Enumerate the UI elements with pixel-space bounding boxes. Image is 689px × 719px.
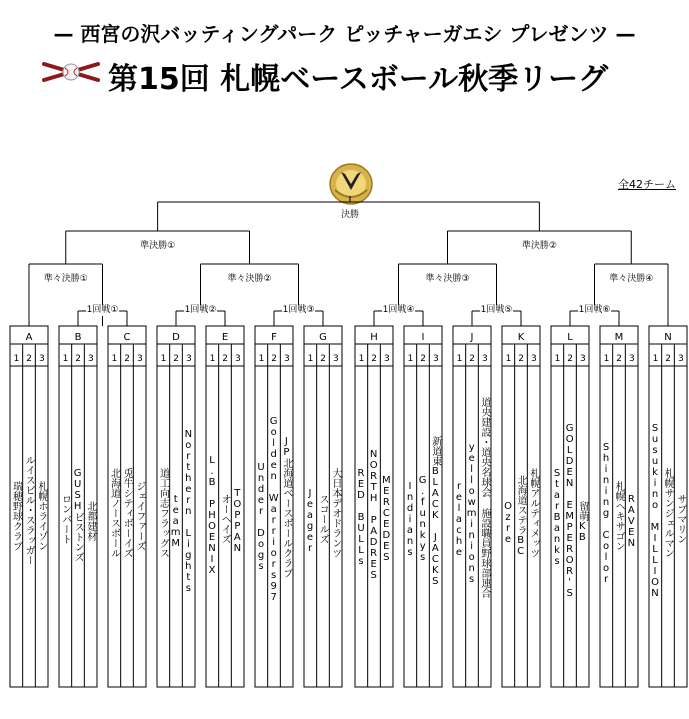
block-letter-C: C — [123, 332, 131, 343]
slot-number: 2 — [518, 354, 525, 364]
slot-number: 2 — [26, 354, 33, 364]
slot-number: 1 — [258, 354, 265, 364]
team-name: TOPPAN — [231, 487, 243, 554]
slot-number: 3 — [432, 354, 439, 364]
slot-number: 2 — [616, 354, 623, 364]
slot-number: 1 — [456, 354, 463, 364]
team-name: 札幌アルティメッツ — [527, 468, 539, 558]
slot-number: 1 — [652, 354, 659, 364]
team-name: スコールズ — [317, 494, 329, 544]
team-name: Susukino MILLION — [649, 422, 661, 599]
slot-number: 3 — [136, 354, 143, 364]
quarter-label-1: 準々決勝① — [43, 274, 88, 284]
slot-number: 3 — [677, 354, 684, 364]
team-name: JP北海道ベースボールクラブ — [280, 435, 292, 578]
round1-label-5: 1回戦⑤ — [480, 305, 513, 315]
block-letter-F: F — [271, 332, 277, 343]
team-name: ロンバート — [59, 494, 71, 544]
team-name: Golden Warriors97 — [268, 416, 280, 603]
team-name: 大日本デオドランツ — [329, 468, 341, 558]
team-count-link[interactable]: 全42チーム — [618, 178, 676, 191]
team-name: 北海道ステラBC — [515, 474, 527, 557]
team-name: 北都建材 — [84, 500, 96, 541]
round1-label-4: 1回戦④ — [382, 305, 415, 315]
block-letter-E: E — [221, 332, 229, 343]
team-name: 北海道ノースボール — [108, 468, 120, 558]
block-letter-L: L — [567, 332, 573, 343]
slot-number: 1 — [62, 354, 69, 364]
team-name: 新道東BLACK JACKS — [429, 435, 441, 587]
slot-number: 2 — [320, 354, 327, 364]
block-letter-J: J — [470, 332, 474, 343]
slot-number: 1 — [358, 354, 365, 364]
team-name: オーヘイズ — [219, 494, 231, 544]
team-name: 瑞穂野球クラブ — [10, 481, 22, 551]
semi-label-2: 準決勝② — [521, 241, 557, 251]
team-name: 道央建設・道央名球会 施設職員野球部連合 — [478, 396, 490, 598]
slot-number: 1 — [505, 354, 512, 364]
team-name: 札幌ホライゾン — [35, 481, 47, 551]
team-name: サブマリン — [674, 494, 686, 544]
slot-number: 3 — [628, 354, 635, 364]
team-name: ルイスビル・スラッガー — [23, 455, 35, 565]
team-name: MERCEDES — [380, 474, 392, 563]
round1-label-1: 1回戦① — [86, 305, 119, 315]
slot-number: 2 — [271, 354, 278, 364]
slot-number: 2 — [124, 354, 131, 364]
team-name: Shining Color — [600, 442, 612, 585]
slot-number: 1 — [307, 354, 314, 364]
slot-number: 2 — [420, 354, 427, 364]
slot-number: 2 — [567, 354, 574, 364]
team-name: GUSHビストンズ — [72, 468, 84, 562]
slot-number: 1 — [407, 354, 414, 364]
slot-number: 3 — [283, 354, 290, 364]
round1-label-2: 1回戦② — [184, 305, 217, 315]
team-name: RAVEN — [625, 494, 637, 549]
slot-number: 3 — [234, 354, 241, 364]
team-name: 札幌サンジェルマン — [662, 468, 674, 558]
slot-number: 1 — [160, 354, 167, 364]
slot-number: 2 — [371, 354, 378, 364]
slot-number: 1 — [111, 354, 118, 364]
slot-number: 1 — [209, 354, 216, 364]
block-letter-I: I — [421, 332, 425, 343]
team-name: 留萌KB — [576, 500, 588, 543]
team-name: relache — [453, 481, 465, 558]
team-name: Indians — [404, 481, 416, 558]
block-letter-G: G — [319, 332, 327, 343]
team-name: Northern Lights — [182, 429, 194, 594]
team-name: Under Dogs — [255, 461, 267, 572]
header-subtitle: — 西宮の沢バッティングパーク ピッチャーガエシ プレゼンツ — — [53, 22, 636, 46]
team-name: G.funkys — [417, 474, 429, 563]
team-name: yellowminions — [466, 442, 478, 585]
team-name: 道工向志フラッグス — [157, 468, 169, 558]
team-name: GOLDEN EMPEROR'S — [564, 422, 576, 599]
slot-number: 3 — [332, 354, 339, 364]
slot-number: 3 — [185, 354, 192, 364]
slot-number: 1 — [13, 354, 20, 364]
final-label: 決勝 — [340, 210, 360, 220]
team-name: 札幌ヘキサゴン — [613, 481, 625, 551]
slot-number: 2 — [665, 354, 672, 364]
team-name: L.B PHOENIX — [206, 455, 218, 576]
slot-number: 3 — [579, 354, 586, 364]
block-letter-K: K — [517, 332, 525, 343]
quarter-label-2: 準々決勝② — [227, 274, 272, 284]
slot-number: 3 — [383, 354, 390, 364]
slot-number: 3 — [530, 354, 537, 364]
block-letter-N: N — [664, 332, 672, 343]
round1-label-3: 1回戦③ — [282, 305, 315, 315]
slot-number: 3 — [481, 354, 488, 364]
team-name: StarBanks — [551, 468, 563, 567]
quarter-label-3: 準々決勝③ — [425, 274, 470, 284]
team-name: Jeager — [304, 487, 316, 554]
team-name: teamM — [170, 494, 182, 549]
team-name: 兎牛シティボーイズ — [121, 468, 133, 558]
slot-number: 2 — [75, 354, 82, 364]
page-title: 第15回 札幌ベースボール秋季リーグ — [108, 62, 609, 97]
slot-number: 1 — [603, 354, 610, 364]
slot-number: 2 — [173, 354, 180, 364]
slot-number: 3 — [87, 354, 94, 364]
team-name: RED BULLs — [355, 468, 367, 567]
semi-label-1: 準決勝① — [140, 241, 176, 251]
block-letter-A: A — [25, 332, 33, 343]
slot-number: 3 — [38, 354, 45, 364]
quarter-label-4: 準々決勝④ — [609, 274, 654, 284]
slot-number: 1 — [554, 354, 561, 364]
slot-number: 2 — [222, 354, 229, 364]
round1-label-6: 1回戦⑥ — [578, 305, 611, 315]
team-name: ジェイファーズ — [133, 481, 145, 551]
team-name: NORTH PADRES — [368, 448, 380, 581]
team-name: Ozre — [502, 500, 514, 545]
block-letter-D: D — [172, 332, 180, 343]
block-letter-B: B — [74, 332, 82, 343]
slot-number: 2 — [469, 354, 476, 364]
block-letter-H: H — [370, 332, 378, 343]
block-letter-M: M — [614, 332, 624, 343]
